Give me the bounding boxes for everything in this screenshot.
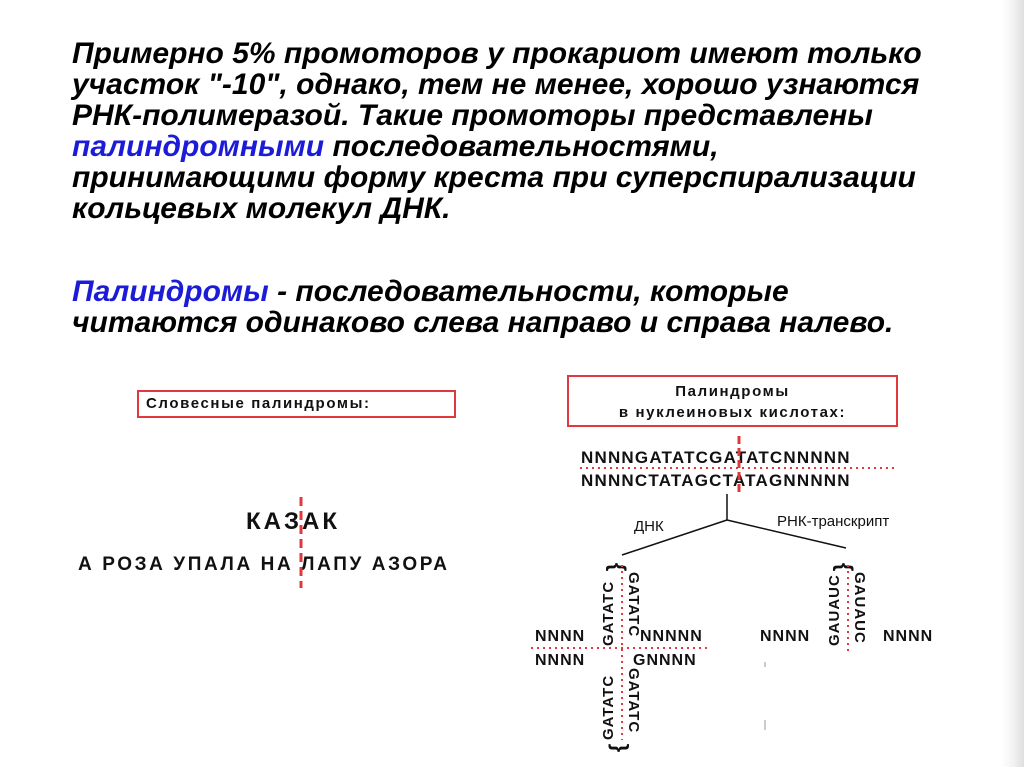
cross-left-top: NNNN <box>535 628 586 645</box>
cross-arm-down-left: GATATC <box>600 674 617 740</box>
loop-bottom-icon: { <box>604 743 630 753</box>
highlight-term: Палиндромы <box>72 275 269 308</box>
paragraph-text: последовательностями, принимающими форму креста при суперспирализации кольцевых молекул ДНК. <box>72 130 916 225</box>
dna-bottom-strand: NNNNCTATAGCTATAGNNNNN <box>581 471 851 490</box>
paragraph-text: - последовательности, которые читаются одинаково слева направо и справа налево. <box>72 275 894 339</box>
highlight-term: палиндромными <box>72 130 325 163</box>
loop-top-icon: { <box>605 562 631 572</box>
word-palindromes-title: Словесные палиндромы: <box>137 390 456 418</box>
hairpin-loop-icon: { <box>832 562 858 572</box>
branch-dna <box>622 520 727 555</box>
hairpin-arm-right: GAUAUC <box>851 572 868 644</box>
cross-right-bottom: GNNNN <box>633 652 697 669</box>
palindrome-phrase: А РОЗА УПАЛА НА ЛАПУ АЗОРА <box>78 554 450 575</box>
rna-label: РНК-транскрипт <box>777 513 890 530</box>
cross-arm-up-right: GATATC <box>625 572 642 638</box>
cross-right-top: NNNNN <box>640 628 703 645</box>
cross-arm-up-left: GATATC <box>600 580 617 646</box>
dna-top-strand: NNNNGATATCGATATCNNNNN <box>581 448 851 467</box>
dna-label: ДНК <box>634 518 664 535</box>
branch-rna <box>727 520 846 548</box>
cross-arm-down-right: GATATC <box>625 668 642 734</box>
nucleic-title-line1: Палиндромы <box>675 383 790 400</box>
palindrome-word: КАЗАК <box>246 508 340 535</box>
cross-left-bottom: NNNN <box>535 652 586 669</box>
hairpin-arm-left: GAUAUC <box>826 574 843 646</box>
hairpin-right: NNNN <box>883 628 934 645</box>
paragraph-text: Примерно 5% промоторов у прокариот имеют только участок "-10", однако, тем не менее, хорошо узнаются РНК-полимеразой. Такие промоторы представлены <box>72 37 922 132</box>
hairpin-left: NNNN <box>760 628 811 645</box>
nucleic-title-line2: в нуклеиновых кислотах: <box>618 404 847 421</box>
